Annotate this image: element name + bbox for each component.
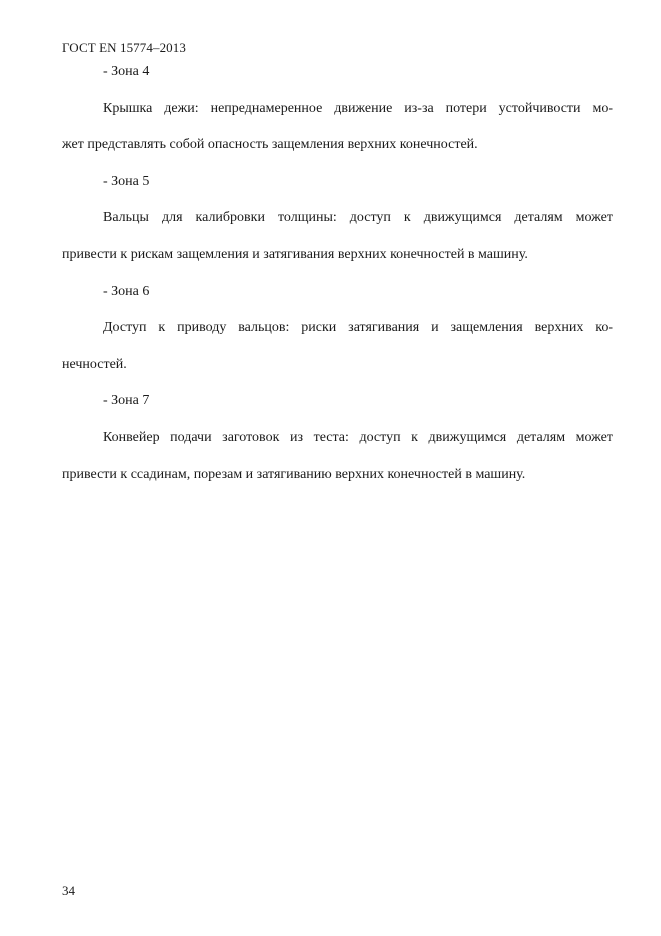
zone-4-label: - Зона 4 (103, 64, 150, 79)
zone-7-line-1: Конвейер подачи заготовок из теста: доступ к движущимся деталям может (103, 430, 613, 445)
zone-4-line-1: Крышка дежи: непреднамеренное движение из-за потери устойчивости мо- (103, 101, 613, 116)
zone-6-label: - Зона 6 (103, 284, 150, 299)
zone-5-label: - Зона 5 (103, 174, 150, 189)
zone-7-label: - Зона 7 (103, 393, 150, 408)
zone-6-line-2: нечностей. (62, 357, 127, 372)
zone-7-line-2: привести к ссадинам, порезам и затягиванию верхних конечностей в машину. (62, 467, 526, 482)
zone-5-line-2: привести к рискам защемления и затягивания верхних конечностей в машину. (62, 247, 528, 262)
zone-4-line-2: жет представлять собой опасность защемления верхних конечностей. (62, 137, 478, 152)
standard-header: ГОСТ EN 15774–2013 (62, 40, 186, 55)
zone-6-line-1: Доступ к приводу вальцов: риски затягивания и защемления верхних ко- (103, 320, 613, 335)
page-number: 34 (62, 883, 75, 898)
zone-5-line-1: Вальцы для калибровки толщины: доступ к движущимся деталям может (103, 210, 613, 225)
